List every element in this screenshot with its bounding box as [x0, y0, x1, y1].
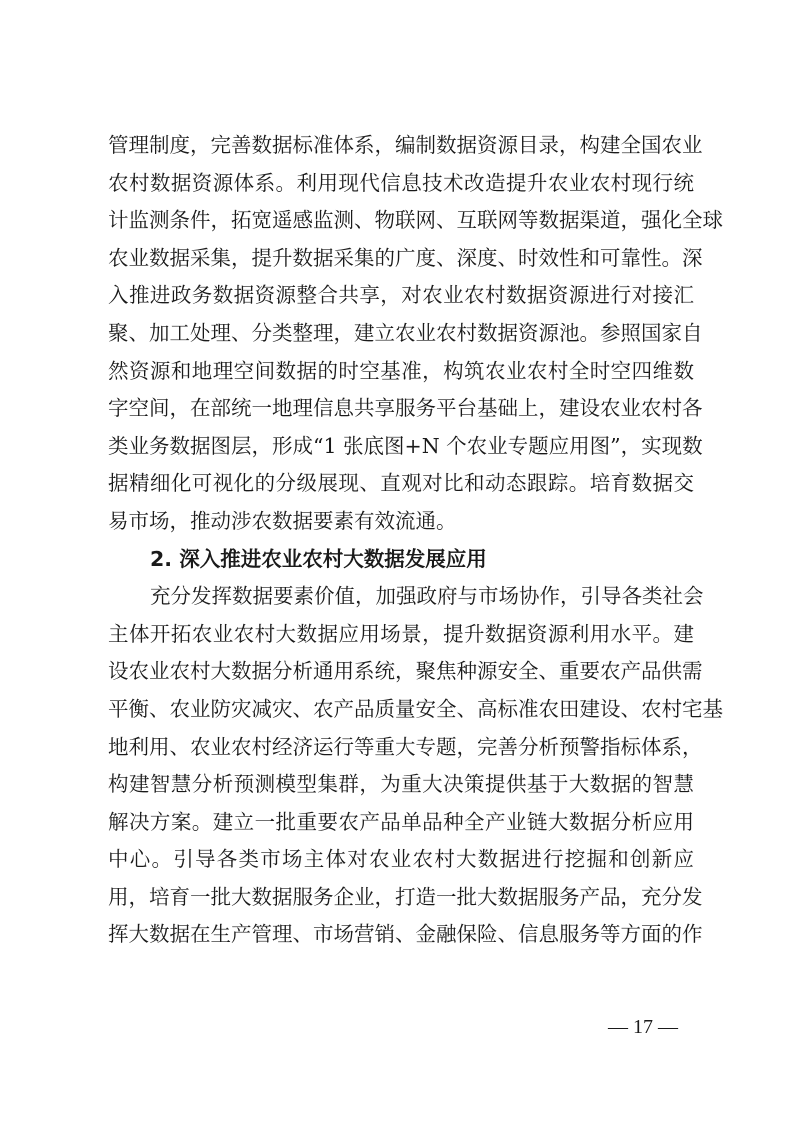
text-line: 构建智慧分析预测模型集群，为重大决策提供基于大数据的智慧 [108, 772, 694, 797]
text-line: 解决方案。建立一批重要农产品单品种全产业链大数据分析应用 [108, 809, 694, 834]
text-line: 设农业农村大数据分析通用系统，聚焦种源安全、重要农产品供需 [108, 659, 703, 684]
text-line: 农村数据资源体系。利用现代信息技术改造提升农业农村现行统 [108, 170, 694, 195]
text-line: 管理制度，完善数据标准体系，编制数据资源目录，构建全国农业 [108, 133, 703, 157]
text-line: 挥大数据在生产管理、市场营销、金融保险、信息服务等方面的作 [108, 922, 703, 947]
text-line: 中心。引导各类市场主体对农业农村大数据进行挖掘和创新应 [108, 847, 694, 872]
text-line: 计监测条件，拓宽遥感监测、物联网、互联网等数据渠道，强化全球 [108, 208, 723, 233]
text-line: 字空间，在部统一地理信息共享服务平台基础上，建设农业农村各 [108, 396, 703, 421]
text-line: 聚、加工处理、分类整理，建立农业农村数据资源池。参照国家自 [108, 320, 703, 345]
document-body [108, 127, 723, 954]
text-line: 易市场，推动涉农数据要素有效流通。 [108, 508, 457, 533]
page-number: — 17 — [608, 1016, 678, 1038]
section-heading: 2. 深入推进农业农村大数据发展应用 [150, 546, 487, 571]
text-line: 用，培育一批大数据服务企业，打造一批大数据服务产品，充分发 [108, 884, 703, 909]
text-line: 平衡、农业防灾减灾、农产品质量安全、高标准农田建设、农村宅基 [108, 696, 723, 721]
text-line: 类业务数据图层，形成“1 张底图+N 个农业专题应用图”，实现数 [108, 433, 703, 458]
text-line: 然资源和地理空间数据的时空基准，构筑农业农村全时空四维数 [108, 358, 694, 383]
text-line: 入推进政务数据资源整合共享，对农业农村数据资源进行对接汇 [108, 283, 694, 308]
text-line: 主体开拓农业农村大数据应用场景，提升数据资源利用水平。建 [108, 621, 694, 646]
text-line: 据精细化可视化的分级展现、直观对比和动态跟踪。培育数据交 [108, 471, 694, 496]
text-line: 农业数据采集，提升数据采集的广度、深度、时效性和可靠性。深 [108, 245, 703, 270]
text-line: 地利用、农业农村经济运行等重大专题，完善分析预警指标体系， [108, 734, 703, 759]
text-line: 充分发挥数据要素价值，加强政府与市场协作，引导各类社会 [150, 584, 704, 609]
